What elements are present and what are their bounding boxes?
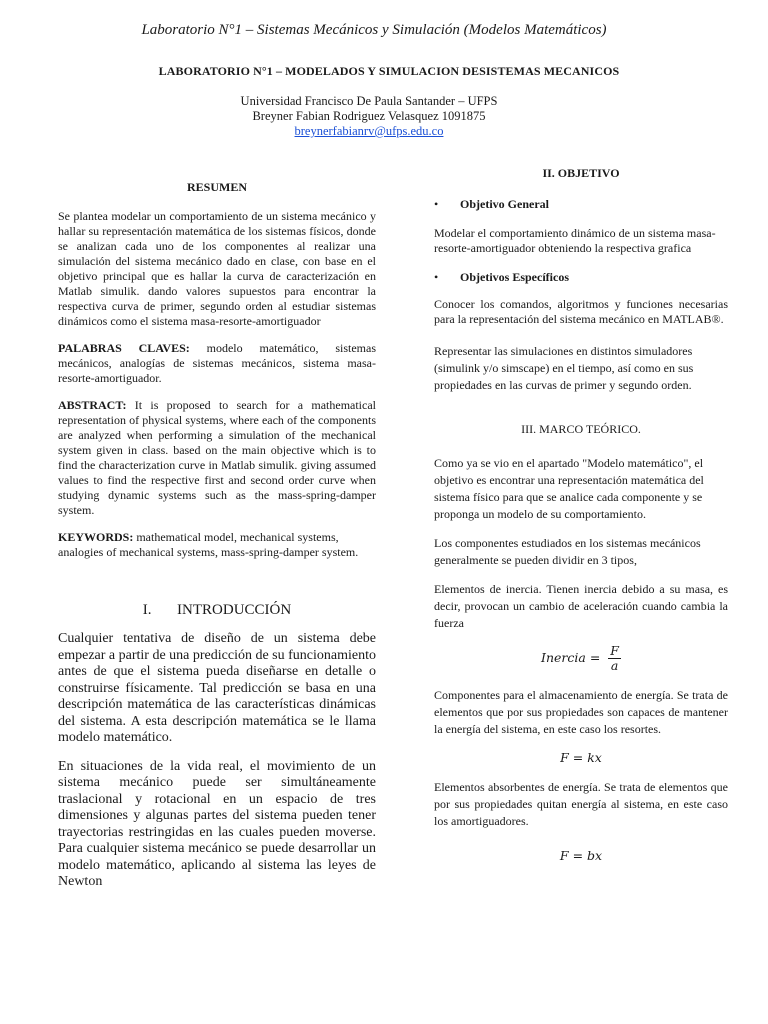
introduccion-title: INTRODUCCIÓN xyxy=(177,602,292,618)
author-email-link[interactable]: breynerfabianrv@ufps.edu.co xyxy=(294,124,444,138)
running-header: Laboratorio N°1 – Sistemas Mecánicos y Simulación (Modelos Matemáticos) xyxy=(141,22,607,38)
equation-resorte: F = kx xyxy=(560,750,602,765)
objetivos-especificos-label: Objetivos Específicos xyxy=(460,270,569,284)
left-column xyxy=(58,180,376,891)
abstract-paragraph xyxy=(58,398,376,518)
equation-inercia-denominator: a xyxy=(610,658,619,673)
objetivo-general-item xyxy=(434,197,728,212)
equation-inercia xyxy=(434,644,728,673)
equation-inercia-numerator: F xyxy=(610,643,619,658)
bullet-icon: • xyxy=(434,197,439,211)
introduccion-heading xyxy=(58,602,376,619)
equation-inercia-lhs: Inercia = xyxy=(541,650,601,665)
introduccion-paragraph-1: Cualquier tentativa de diseño de un sistema debe empezar a partir de una predicción de su funcionamiento antes de que el sistema pueda diseñarse en detalle o construirse físicamente. Tal predicción se basa en una descripción matemática de las características dinámicas del sistema. A esta descripción matemática se le llama modelo matemático. xyxy=(58,631,376,745)
keywords-text: mathematical model, mechanical systems, analogies of mechanical systems, mass-spring-damper system. xyxy=(58,530,359,559)
marco-paragraph-2: Los componentes estudiados en los sistemas mecánicos generalmente se pueden dividir en 3 tipos, xyxy=(434,536,701,567)
university-name: Universidad Francisco De Paula Santander – UFPS xyxy=(240,94,498,108)
introduccion-paragraph-2: En situaciones de la vida real, el movimiento de un sistema mecánico puede ser simultáneamente traslacional y rotacional en un espacio de tres dimensiones y algunas partes del sistema pueden tener trayectorias restringidas en las cuales pueden moverse. Para cualquier sistema mecánico se puede desarrollar un modelo matemático, aplicando al sistema las leyes de Newton xyxy=(58,758,376,889)
introduccion-number: I. xyxy=(142,602,152,618)
objetivos-especificos-item xyxy=(434,270,728,285)
equation-amortiguador: F = bx xyxy=(559,848,603,863)
abstract-label: ABSTRACT: xyxy=(58,398,127,412)
bullet-icon: • xyxy=(434,270,439,284)
author-line: Breyner Fabian Rodriguez Velasquez 1091875 xyxy=(252,109,486,123)
marco-paragraph-4: Componentes para el almacenamiento de energía. Se trata de elementos que por sus propiedades son capaces de mantener la energía del sistema, en este caso los resortes. xyxy=(434,688,728,736)
marco-teorico-heading: III. MARCO TEÓRICO. xyxy=(521,422,641,436)
objetivo-especifico-2: Representar las simulaciones en distintos simuladores (simulink y/o simscape) en el tiempo, así como en sus propiedades en las curvas de primer y segundo orden. xyxy=(434,344,694,392)
affiliation-block xyxy=(0,94,738,139)
right-column xyxy=(434,166,728,863)
abstract-text: It is proposed to search for a mathematical representation of physical systems, where each of the components are analyzed when performing a simulation of the mechanical system given in class. based on the main objective which is to find the characterization curve in Matlab simulik. giving assumed values to find the respective first and second order curve when studying dynamic systems such as the mass-spring-damper system. xyxy=(58,398,377,517)
objetivo-heading: II. OBJETIVO xyxy=(542,166,620,180)
palabras-claves-label: PALABRAS CLAVES: xyxy=(58,341,190,355)
objetivo-especifico-1: Conocer los comandos, algoritmos y funciones necesarias para la representación del sistema mecánico en MATLAB®. xyxy=(434,297,728,326)
objetivo-general-text: Modelar el comportamiento dinámico de un sistema masa-resorte-amortiguador obteniendo la respectiva grafica xyxy=(434,226,716,255)
palabras-claves-paragraph xyxy=(58,341,376,386)
resumen-paragraph: Se plantea modelar un comportamiento de un sistema mecánico y hallar su representación matemática de los sistemas físicos, donde se analizan cada uno de los componentes al realizar una simulación del sistema mecánico dado en clase, con base en el objetivo principal que es hallar la curva de caracterización en Matlab simulik. dando valores supuestos para encontrar la respectiva curva de primer, segundo orden al estudiar sistemas dinámicos como el sistema masa-resorte-amortiguador xyxy=(58,209,376,328)
marco-paragraph-5: Elementos absorbentes de energía. Se trata de elementos que por sus propiedades quitan energía al sistema, en este caso los amortiguadores. xyxy=(434,780,728,828)
paper-title: LABORATORIO N°1 – MODELADOS Y SIMULACION DESISTEMAS MECANICOS xyxy=(158,64,620,78)
resumen-heading: RESUMEN xyxy=(186,180,247,194)
marco-paragraph-3: Elementos de inercia. Tienen inercia debido a su masa, es decir, provocan un cambio de aceleración cuando cambia la fuerza xyxy=(434,582,728,630)
keywords-paragraph xyxy=(58,530,376,560)
marco-paragraph-1: Como ya se vio en el apartado "Modelo matemático", el objetivo es encontrar una representación matemática del sistema físico para que se analice cada componente y se proponga un modelo de su comportamiento. xyxy=(434,456,704,521)
objetivo-general-label: Objetivo General xyxy=(460,197,549,211)
palabras-claves-text: modelo matemático, sistemas mecánicos, analogías de sistemas mecánicos, sistema masa-resorte-amortiguador. xyxy=(58,341,376,385)
keywords-label: KEYWORDS: xyxy=(58,530,134,544)
